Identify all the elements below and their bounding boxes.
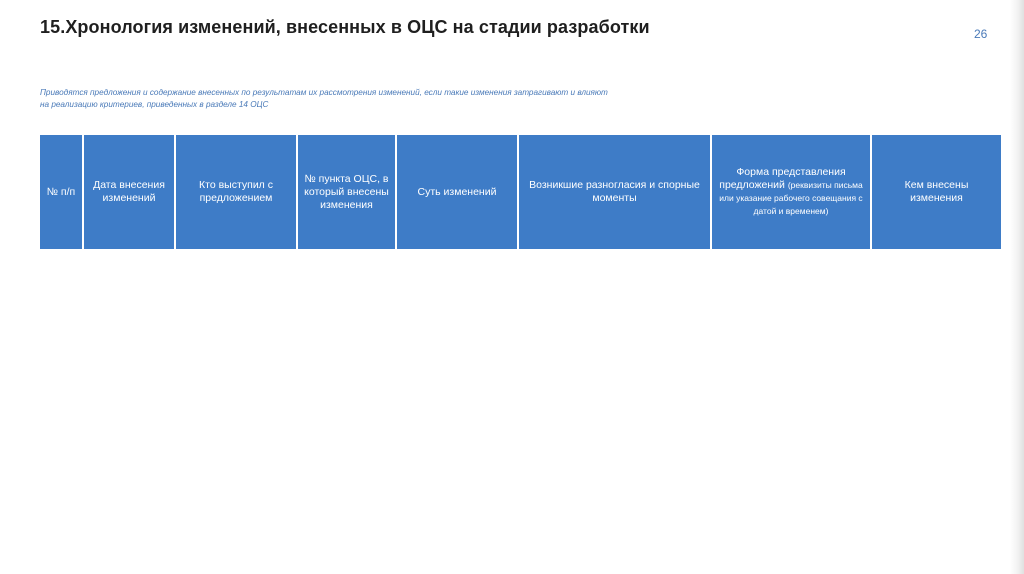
header-clause: № пункта ОЦС, в который внесены изменения bbox=[297, 134, 396, 250]
header-author: Кем внесены изменения bbox=[871, 134, 1002, 250]
subtitle-line-1: Приводятся предложения и содержание внесенных по результатам их рассмотрения изменений, если такие изменения затрагивают и влияют bbox=[40, 88, 608, 97]
header-form: Форма представления предложений (реквизиты письма или указание рабочего совещания с датой и временем) bbox=[711, 134, 871, 250]
header-date: Дата внесения изменений bbox=[83, 134, 175, 250]
slide-title: 15.Хронология изменений, внесенных в ОЦС на стадии разработки bbox=[40, 17, 650, 37]
changes-table bbox=[38, 133, 1003, 251]
slide-subtitle bbox=[40, 87, 700, 111]
header-proposer: Кто выступил с предложением bbox=[175, 134, 297, 250]
table-header-row bbox=[39, 134, 1002, 250]
header-essence: Суть изменений bbox=[396, 134, 518, 250]
header-disagreements: Возникшие разногласия и спорные моменты bbox=[518, 134, 711, 250]
subtitle-line-2: на реализацию критериев, приведенных в разделе 14 ОЦС bbox=[40, 100, 269, 109]
header-number: № п/п bbox=[39, 134, 83, 250]
slide-edge-shadow bbox=[1010, 0, 1024, 574]
page-number: 26 bbox=[974, 27, 988, 41]
header-form-note: (реквизиты письма или указание рабочего совещания с датой и временем) bbox=[719, 180, 863, 216]
